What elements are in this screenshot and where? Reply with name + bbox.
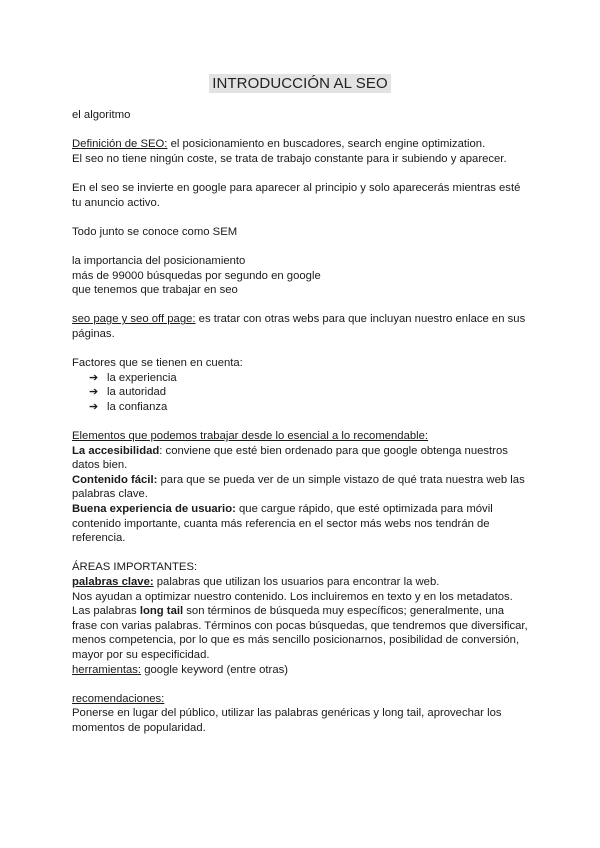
arrow-right-icon: ➔ <box>89 371 99 384</box>
seopage-paragraph <box>72 312 532 341</box>
element-item <box>72 502 532 546</box>
element-item <box>72 473 532 502</box>
longtail-text: son términos de búsqueda muy específicos; generalmente, una frase con varias palabras. Términos con pocas búsquedas, que tendremos que diversificar, menos competencia, por lo que es más sencillo posicionarnos, posibilidad de conversión, mayor por su especificidad. <box>72 605 528 661</box>
recommendations-label: recomendaciones: <box>72 692 165 705</box>
element-label: Buena experiencia de usuario: <box>72 503 236 516</box>
recommendations-text: Ponerse en lugar del público, utilizar las palabras genéricas y long tail, aprovechar los momentos de popularidad. <box>72 707 502 734</box>
tools-label: herramientas: <box>72 663 142 676</box>
definition-label: Definición de SEO: <box>72 138 168 151</box>
subtitle: el algoritmo <box>72 109 131 121</box>
longtail-pre: Las palabras <box>72 605 140 618</box>
sem-paragraph: Todo junto se conoce como SEM <box>72 225 238 238</box>
importance-line: que tenemos que trabajar en seo <box>72 284 238 297</box>
keywords-label: palabras clave: <box>72 576 154 588</box>
longtail-label: long tail <box>139 605 184 618</box>
seopage-text: es tratar con otras webs para que incluyan nuestro enlace en sus páginas. <box>72 313 526 340</box>
list-item <box>89 400 532 415</box>
arrow-right-icon: ➔ <box>89 400 99 413</box>
element-item <box>72 444 532 473</box>
importance-line: la importancia del posicionamiento <box>72 254 246 267</box>
elements-heading <box>72 429 532 444</box>
element-text: : conviene que esté bien ordenado para que google obtenga nuestros datos bien. <box>72 444 508 472</box>
areas-heading: ÁREAS IMPORTANTES: <box>72 561 198 574</box>
keywords-text: palabras que utilizan los usuarios para encontrar la web. <box>153 576 440 588</box>
element-text: para que se pueda ver de un simple vistazo de qué trata nuestra web las palabras clave. <box>72 473 525 501</box>
definition-paragraph <box>72 137 532 152</box>
recommendations-heading <box>72 692 532 707</box>
list-item <box>89 371 532 386</box>
factors-heading: Factores que se tienen en cuenta: <box>72 357 243 370</box>
list-item <box>89 385 532 400</box>
page-title: INTRODUCCIÓN AL SEO <box>209 74 391 93</box>
keywords-paragraph <box>72 575 532 590</box>
factor-label: la experiencia <box>107 371 177 384</box>
factors-list <box>72 371 532 415</box>
importance-line: más de 99000 búsquedas por segundo en google <box>72 269 321 282</box>
tools-paragraph <box>72 663 532 678</box>
invest-paragraph: En el seo se invierte en google para aparecer al principio y solo aparecerás mientras esté tu anuncio activo. <box>72 181 521 209</box>
elements-heading-text: Elementos que podemos trabajar desde lo esencial a lo recomendable: <box>72 430 429 443</box>
arrow-right-icon: ➔ <box>89 386 99 399</box>
element-label: La accesibilidad <box>72 444 160 457</box>
keywords-line2: Nos ayudan a optimizar nuestro contenido. Los incluiremos en texto y en los metadatos. <box>72 590 513 603</box>
factor-label: la autoridad <box>107 386 167 399</box>
factor-label: la confianza <box>107 400 168 413</box>
longtail-paragraph <box>72 604 532 662</box>
document-body <box>72 108 532 736</box>
definition-line2: El seo no tiene ningún coste, se trata de trabajo constante para ir subiendo y aparecer. <box>72 152 507 165</box>
definition-text: el posicionamiento en buscadores, search engine optimization. <box>167 138 486 151</box>
seopage-label: seo page y seo off page: <box>72 313 196 326</box>
title-wrap <box>0 74 600 93</box>
tools-text: google keyword (entre otras) <box>141 663 289 676</box>
element-text: que cargue rápido, que esté optimizada para móvil contenido importante, cuanta más referencia en el sector más webs nos tendrán de referencia. <box>72 503 493 545</box>
element-label: Contenido fácil: <box>72 473 158 486</box>
